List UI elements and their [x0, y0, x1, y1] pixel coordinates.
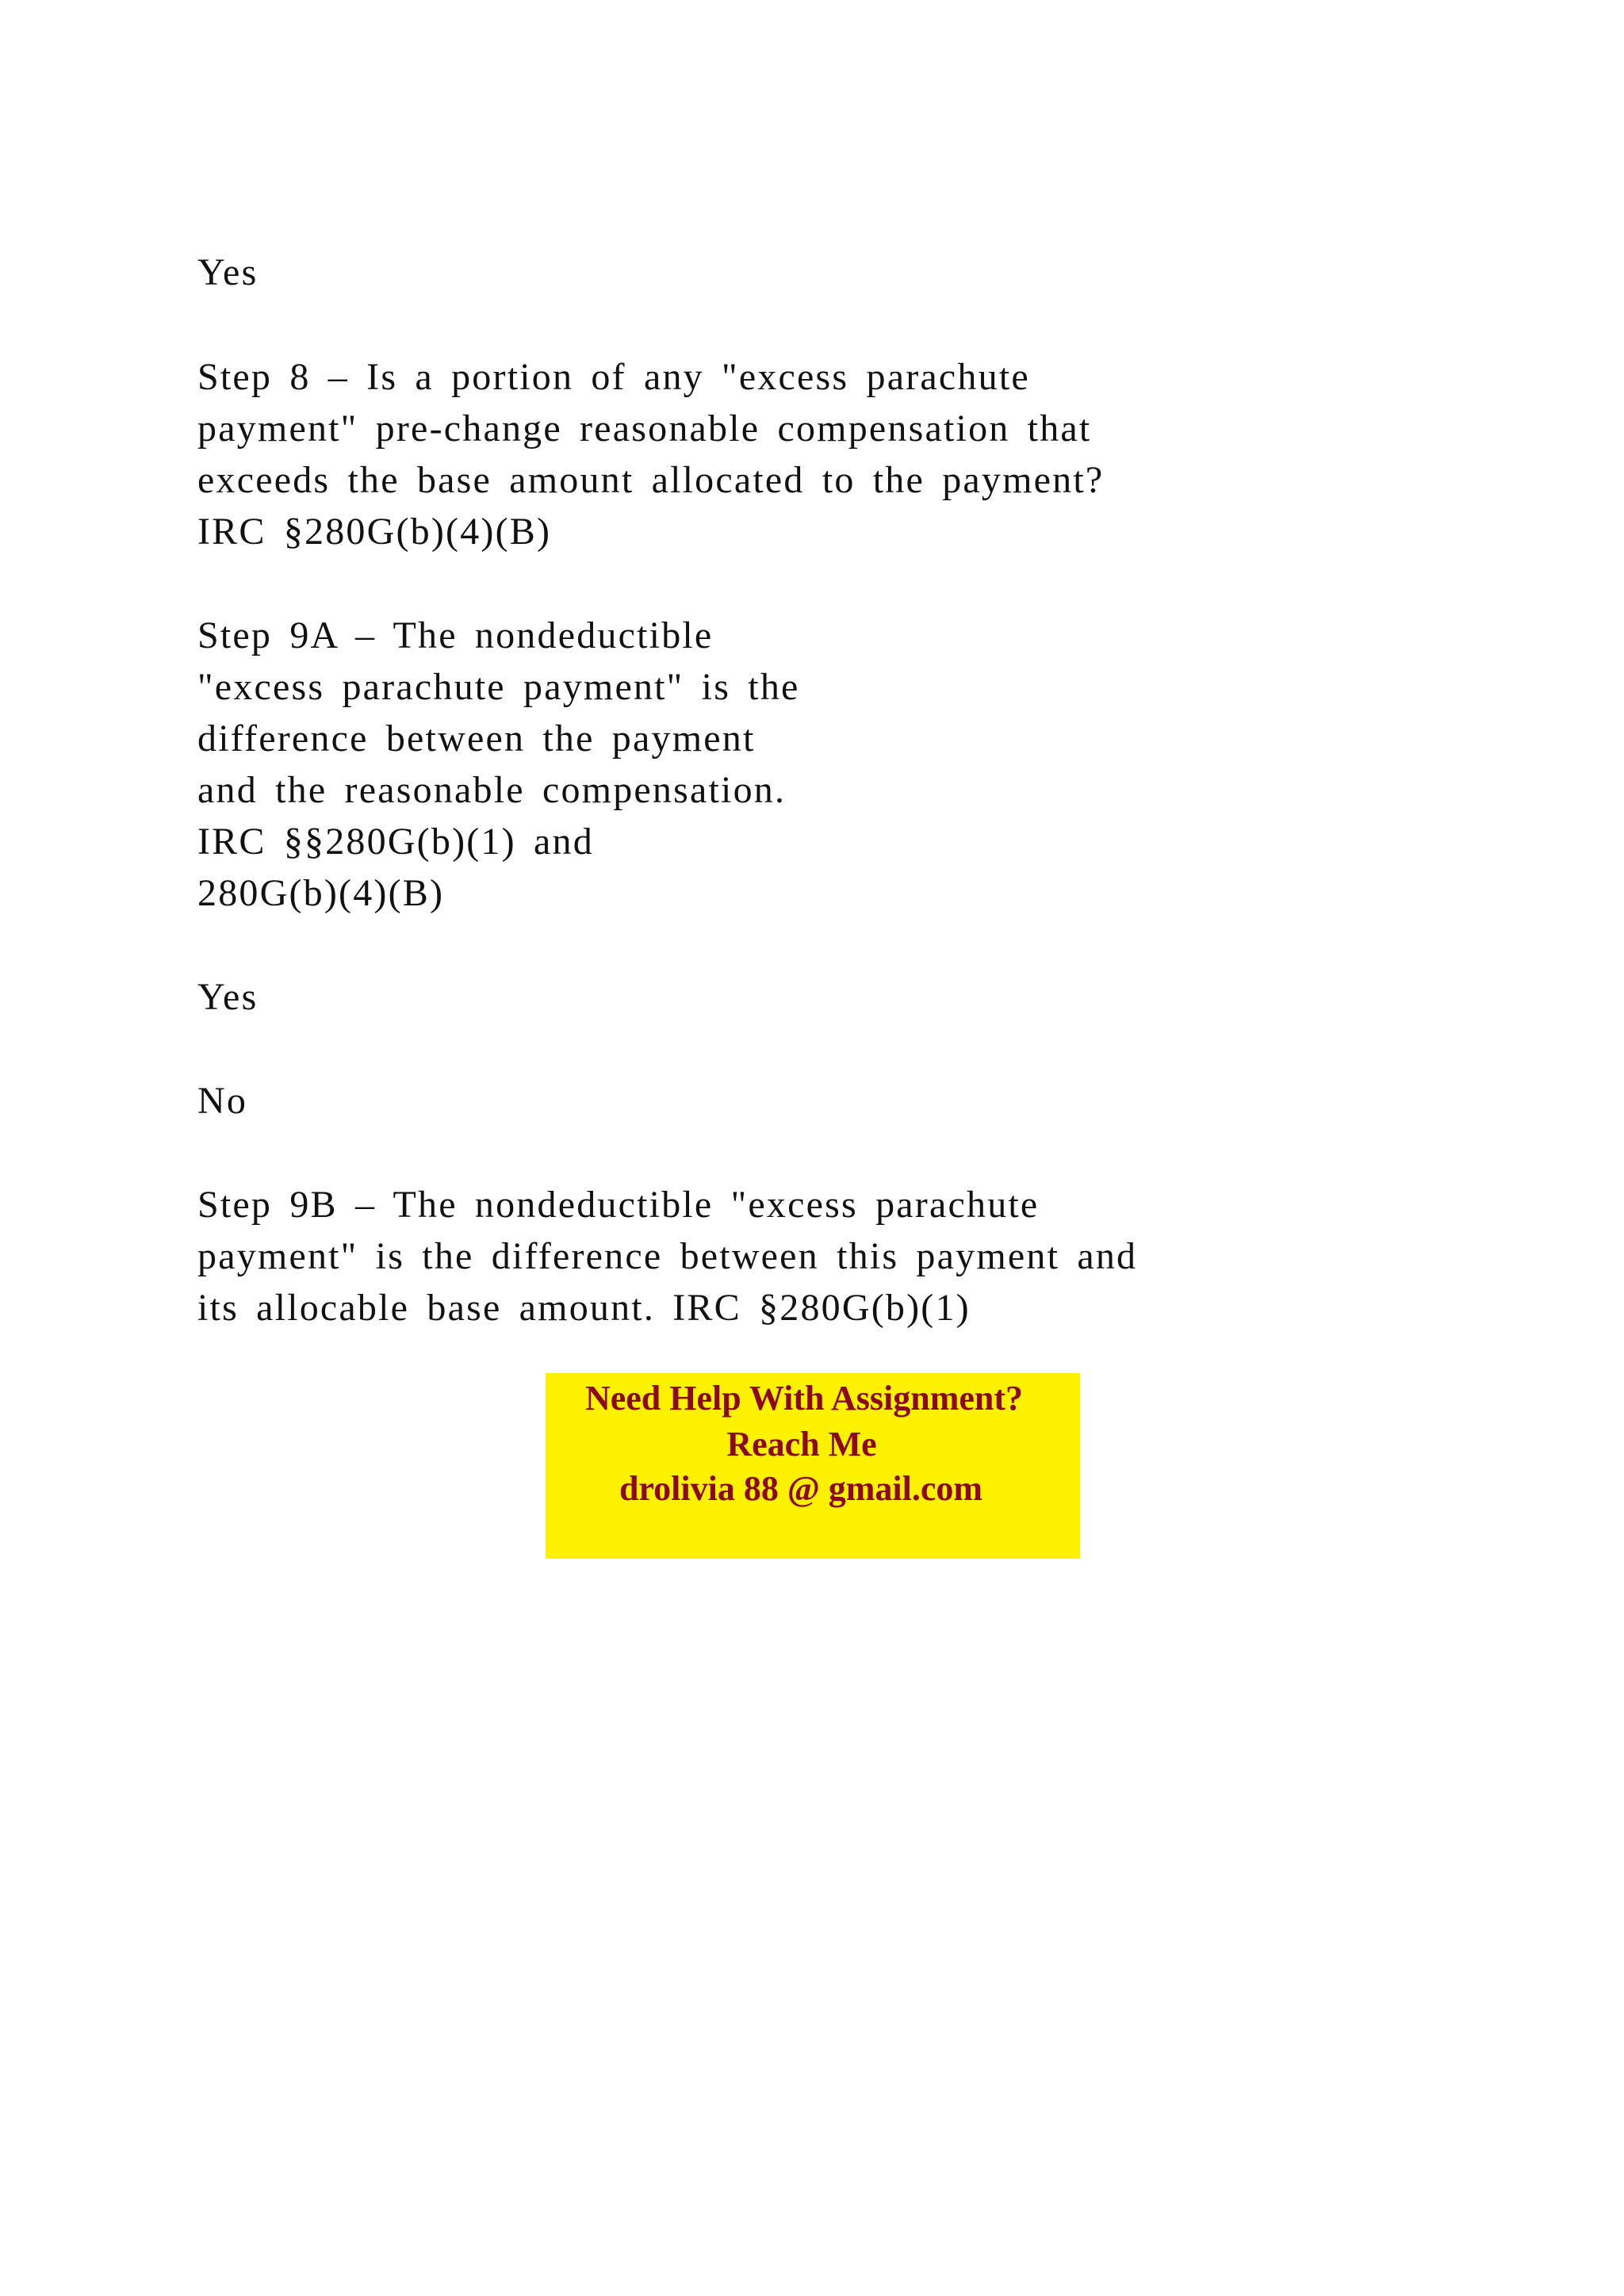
- banner-contact-email: drolivia 88 @ gmail.com: [619, 1469, 983, 1508]
- step-8-citation: IRC §280G(b)(4)(B): [197, 511, 552, 553]
- step-9a-line-4: and the reasonable compensation.: [197, 769, 787, 811]
- banner-reach-me: Reach Me: [726, 1425, 877, 1464]
- answer-yes-1: Yes: [197, 251, 259, 293]
- step-9b-line-1: Step 9B – The nondeductible "excess parachute: [197, 1184, 1040, 1226]
- step-9a-citation-2: 280G(b)(4)(B): [197, 872, 445, 914]
- step-9b-line-3: its allocable base amount. IRC §280G(b)(1): [197, 1287, 971, 1329]
- step-9a-line-2: "excess parachute payment" is the: [197, 666, 800, 708]
- answer-no: No: [197, 1080, 248, 1122]
- assignment-help-banner: [546, 1373, 1080, 1559]
- step-9b-line-2: payment" is the difference between this payment and: [197, 1235, 1138, 1277]
- step-8-line-3: exceeds the base amount allocated to the payment?: [197, 459, 1105, 501]
- step-9a-line-1: Step 9A – The nondeductible: [197, 614, 714, 656]
- step-9a-citation-1: IRC §§280G(b)(1) and: [197, 821, 594, 863]
- banner-headline: Need Help With Assignment?: [584, 1379, 1024, 1418]
- step-9a-line-3: difference between the payment: [197, 718, 756, 760]
- step-8-line-2: payment" pre-change reasonable compensation that: [197, 408, 1092, 450]
- answer-yes-2: Yes: [197, 976, 259, 1018]
- step-8-line-1: Step 8 – Is a portion of any "excess parachute: [197, 356, 1030, 398]
